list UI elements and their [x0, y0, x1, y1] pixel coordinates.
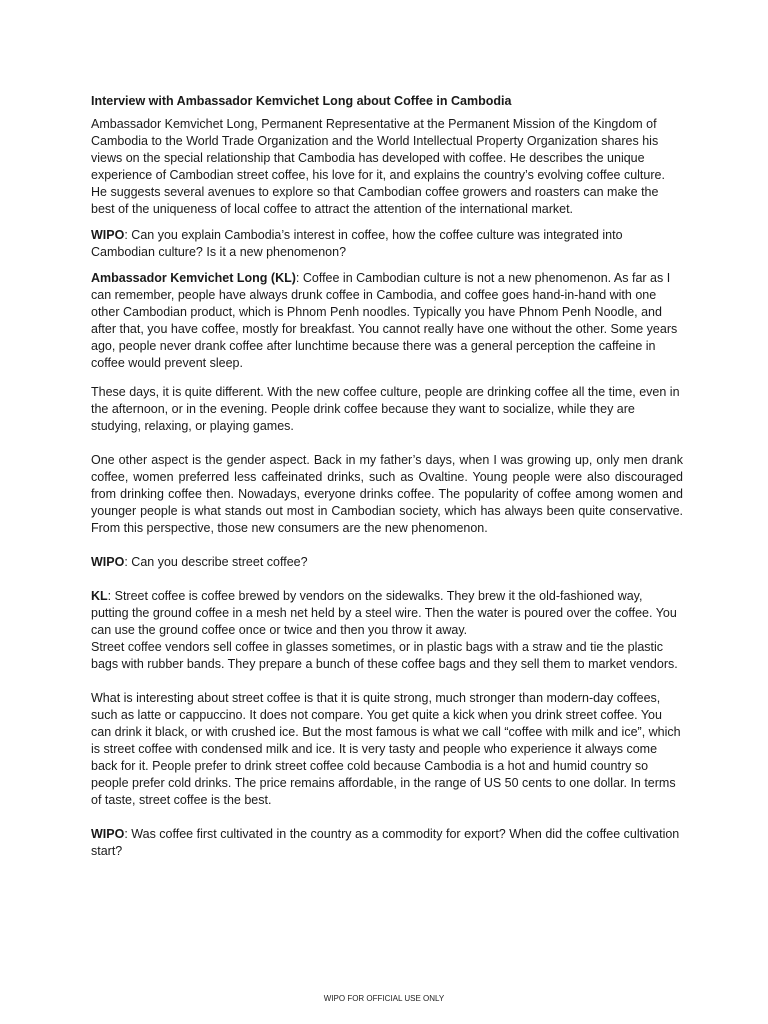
- intro-paragraph: Ambassador Kemvichet Long, Permanent Representative at the Permanent Mission of the Kingdom of Cambodia to the World Trade Organization and the World Intellectual Property Organization shares his views on the special relationship that Cambodia has developed with coffee. He describes the unique experience of Cambodian street coffee, his love for it, and explains the country’s evolving coffee culture. He suggests several avenues to explore so that Cambodian coffee growers and roasters can make the best of the uniqueness of local coffee to attract the attention of the international market.: [91, 117, 665, 216]
- answer-2-text: : Street coffee is coffee brewed by vendors on the sidewalks. They brew it the old-fashioned way, putting the ground coffee in a mesh net held by a steel wire. Then the water is poured over the coffee. You can use the ground coffee once or twice and then you throw it away.: [91, 589, 677, 637]
- question-3: [91, 826, 683, 860]
- question-2-speaker: WIPO: [91, 555, 125, 569]
- answer-1-speaker: Ambassador Kemvichet Long (KL): [91, 271, 296, 285]
- question-3-text: : Was coffee first cultivated in the country as a commodity for export? When did the coffee cultivation start?: [91, 827, 680, 858]
- question-1-text: : Can you explain Cambodia’s interest in coffee, how the coffee culture was integrated into Cambodian culture? Is it a new phenomenon?: [91, 228, 623, 259]
- answer-2-paragraph-2: Street coffee vendors sell coffee in glasses sometimes, or in plastic bags with a straw and tie the plastic bags with rubber bands. They prepare a bunch of these coffee bags and they sell them to market vendors.: [91, 640, 678, 671]
- answer-2: [91, 588, 683, 639]
- answer-1: [91, 270, 683, 372]
- question-1: [91, 227, 683, 261]
- question-2: [91, 554, 683, 571]
- document-body: [91, 93, 683, 860]
- answer-1-paragraph-3: One other aspect is the gender aspect. Back in my father’s days, when I was growing up, only men drank coffee, women preferred less caffeinated drinks, such as Ovaltine. Young people were also discouraged from drinking coffee then. Nowadays, everyone drinks coffee. The popularity of coffee among women and younger people is what stands out most in Cambodian society, which has always been quite conservative. From this perspective, those new consumers are the new phenomenon.: [91, 453, 683, 535]
- answer-1-text: : Coffee in Cambodian culture is not a new phenomenon. As far as I can remember, people have always drunk coffee in Cambodia, and coffee goes hand-in-hand with one other Cambodian product, which is Phnom Penh noodles. Typically you have Phnom Penh Noodle, and after that, you have coffee, mostly for breakfast. You cannot really have one without the other. Some years ago, people never drank coffee after lunchtime because there was a general perception the caffeine in coffee would prevent sleep.: [91, 271, 678, 370]
- question-2-text: : Can you describe street coffee?: [124, 555, 308, 569]
- answer-2-paragraph-3: What is interesting about street coffee is that it is quite strong, much stronger than modern-day coffees, such as latte or cappuccino. It does not compare. You get quite a kick when you drink street coffee. You can drink it black, or with crushed ice. But the most famous is what we call “coffee with milk and ice”, which is street coffee with condensed milk and ice. It is very tasty and people who experience it always come back for it. People prefer to drink street coffee cold because Cambodia is a hot and humid country so people prefer cold drinks. The price remains affordable, in the range of US 50 cents to one dollar. In terms of taste, street coffee is the best.: [91, 691, 681, 807]
- document-title: Interview with Ambassador Kemvichet Long about Coffee in Cambodia: [91, 94, 512, 108]
- question-3-speaker: WIPO: [91, 827, 125, 841]
- page-footer: WIPO FOR OFFICIAL USE ONLY: [323, 994, 445, 1003]
- answer-2-speaker: KL: [91, 589, 108, 603]
- answer-1-paragraph-2: These days, it is quite different. With the new coffee culture, people are drinking coffee all the time, even in the afternoon, or in the evening. People drink coffee because they want to socialize, while they are studying, relaxing, or playing games.: [91, 385, 680, 433]
- question-1-speaker: WIPO: [91, 228, 125, 242]
